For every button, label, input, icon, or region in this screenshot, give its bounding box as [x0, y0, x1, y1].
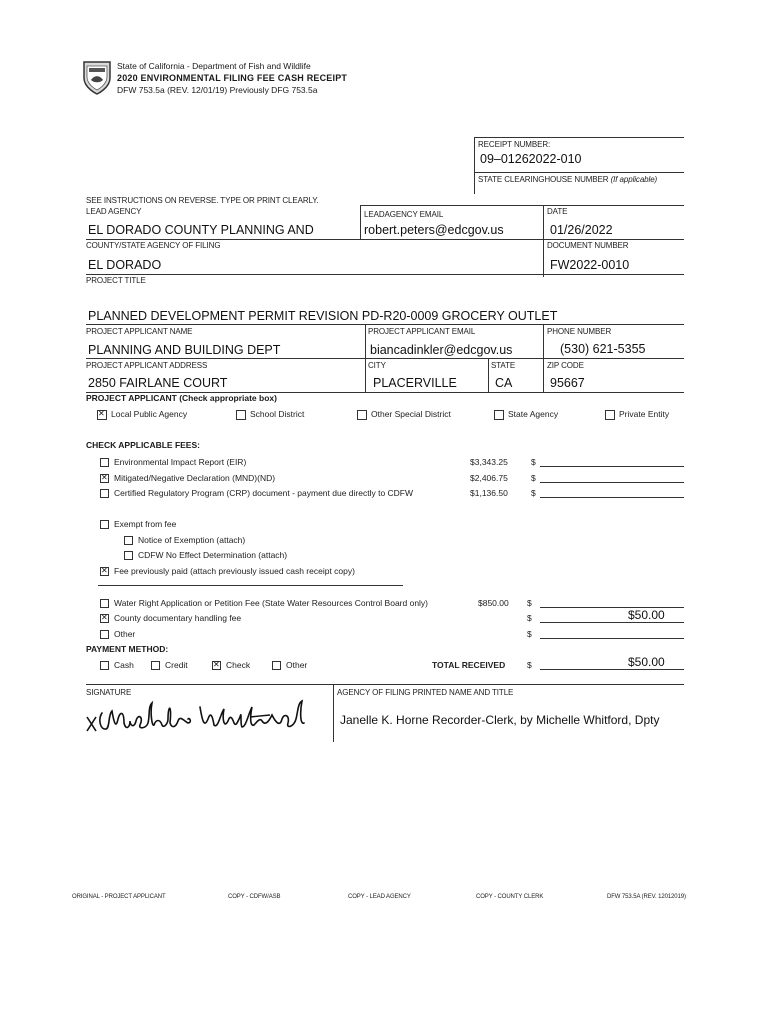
agency-name-label: AGENCY OF FILING PRINTED NAME AND TITLE [337, 688, 514, 697]
project-title-label: PROJECT TITLE [86, 276, 146, 285]
school-district-checkbox[interactable] [236, 410, 246, 420]
row2-bottom-line [86, 274, 684, 275]
total-received: $50.00 [628, 655, 665, 669]
county-fee-dollar: $ [527, 613, 532, 623]
project-title: PLANNED DEVELOPMENT PERMIT REVISION PD-R20-0009 GROCERY OUTLET [88, 309, 558, 323]
mnd-checkbox[interactable] [100, 474, 109, 483]
water-right-checkbox[interactable] [100, 599, 109, 608]
private-entity-label: Private Entity [619, 409, 670, 419]
eir-checkbox[interactable] [100, 458, 109, 467]
fees-divider [98, 585, 403, 586]
county-fee-label: County documentary handling fee [114, 613, 242, 623]
school-district-label: School District [250, 409, 305, 419]
credit-checkbox[interactable] [151, 661, 160, 670]
address: 2850 FAIRLANE COURT [88, 376, 228, 390]
applicant-email-label: PROJECT APPLICANT EMAIL [368, 327, 476, 336]
lead-agency-email-label: LEADAGENCY EMAIL [364, 210, 444, 219]
prev-paid-label: Fee previously paid (attach previously issued cash receipt copy) [114, 566, 355, 576]
check-checkbox[interactable] [212, 661, 221, 670]
water-right-amount: $850.00 [478, 598, 509, 608]
other-payment-checkbox[interactable] [272, 661, 281, 670]
footer-copy-cdfw: COPY - CDFW/ASB [228, 894, 281, 900]
document-number: FW2022-0010 [550, 258, 630, 272]
exempt-checkbox[interactable] [100, 520, 109, 529]
water-right-label: Water Right Application or Petition Fee (State Water Resources Control Board only) [114, 598, 429, 608]
total-dollar: $ [527, 660, 532, 670]
clearinghouse-label: STATE CLEARINGHOUSE NUMBER (If applicable) [478, 175, 658, 184]
receipt-mid-line [474, 172, 684, 173]
crp-paid-line[interactable] [540, 497, 684, 498]
agency-printed-name: Janelle K. Horne Recorder-Clerk, by Michelle Whitford, Dpty [340, 713, 660, 727]
state-label: STATE [491, 361, 516, 370]
row1-bottom-line [86, 239, 684, 240]
applicant-name-label: PROJECT APPLICANT NAME [86, 327, 193, 336]
footer-copy-lead: COPY - LEAD AGENCY [348, 894, 411, 900]
state-agency-checkbox[interactable] [494, 410, 504, 420]
noe-label: Notice of Exemption (attach) [138, 535, 246, 545]
row1-div-a [360, 205, 361, 240]
noe-checkbox[interactable] [124, 536, 133, 545]
date: 01/26/2022 [550, 223, 613, 237]
cash-label: Cash [114, 660, 134, 670]
private-entity-checkbox[interactable] [605, 410, 615, 420]
cdfw-seal-logo [82, 60, 112, 96]
receipt-number: 09–01262022-010 [480, 152, 582, 166]
fees-heading: CHECK APPLICABLE FEES: [86, 440, 200, 450]
total-line[interactable] [540, 669, 684, 670]
row1-div-b [543, 205, 544, 277]
exempt-label: Exempt from fee [114, 519, 177, 529]
address-label: PROJECT APPLICANT ADDRESS [86, 361, 208, 370]
zip-label: ZIP CODE [547, 361, 584, 370]
county-fee-paid-line[interactable] [540, 622, 684, 623]
receipt-box-top [474, 137, 684, 138]
cash-checkbox[interactable] [100, 661, 109, 670]
total-received-label: TOTAL RECEIVED [432, 660, 506, 670]
crp-label: Certified Regulatory Program (CRP) document - payment due directly to CDFW [114, 488, 414, 498]
footer-original: ORIGINAL - PROJECT APPLICANT [72, 894, 166, 900]
credit-label: Credit [165, 660, 188, 670]
footer-copy-county: COPY - COUNTY CLERK [476, 894, 544, 900]
instructions: SEE INSTRUCTIONS ON REVERSE. TYPE OR PRINT CLEARLY. [86, 196, 319, 205]
receipt-number-label: RECEIPT NUMBER: [478, 140, 551, 149]
eir-amount: $3,343.25 [470, 457, 508, 467]
form-revision: DFW 753.5a (REV. 12/01/19) Previously DFG 753.5a [117, 85, 318, 95]
cdfw-no-effect-checkbox[interactable] [124, 551, 133, 560]
zip: 95667 [550, 376, 585, 390]
lead-agency: EL DORADO COUNTY PLANNING AND [88, 223, 314, 237]
payment-heading: PAYMENT METHOD: [86, 644, 169, 654]
handwritten-signature [84, 697, 324, 737]
crp-dollar: $ [531, 488, 536, 498]
footer-form-number: DFW 753.5A (REV. 12012019) [607, 894, 686, 900]
applicant-email: biancadinkler@edcgov.us [370, 343, 513, 357]
county-fee-paid: $50.00 [628, 608, 665, 622]
other-fee-dollar: $ [527, 629, 532, 639]
other-fee-label: Other [114, 629, 136, 639]
city-label: CITY [368, 361, 386, 370]
mnd-paid-line[interactable] [540, 482, 684, 483]
applicant-type-heading: PROJECT APPLICANT (Check appropriate box) [86, 393, 277, 403]
signature-top-line [86, 684, 684, 685]
clearinghouse-note: (If applicable) [610, 175, 658, 184]
state-agency-label: State Agency [508, 409, 559, 419]
water-right-dollar: $ [527, 598, 532, 608]
agency-line: State of California - Department of Fish and Wildlife [117, 61, 311, 71]
row5-div-a [488, 358, 489, 392]
check-label: Check [226, 660, 251, 670]
signature-label: SIGNATURE [86, 688, 132, 697]
date-label: DATE [547, 207, 568, 216]
other-fee-paid-line[interactable] [540, 638, 684, 639]
cdfw-no-effect-label: CDFW No Effect Determination (attach) [138, 550, 288, 560]
lead-agency-email: robert.peters@edcgov.us [364, 223, 504, 237]
row3-bottom-line [86, 324, 684, 325]
phone: (530) 621-5355 [560, 342, 646, 356]
county-label: COUNTY/STATE AGENCY OF FILING [86, 241, 221, 250]
signature-div [333, 684, 334, 742]
local-public-agency-checkbox[interactable] [97, 410, 107, 420]
phone-label: PHONE NUMBER [547, 327, 612, 336]
city: PLACERVILLE [373, 376, 457, 390]
eir-label: Environmental Impact Report (EIR) [114, 457, 247, 467]
other-payment-label: Other [286, 660, 308, 670]
form-title: 2020 ENVIRONMENTAL FILING FEE CASH RECEIPT [117, 73, 348, 83]
row1-top-line [360, 205, 684, 206]
other-special-district-checkbox[interactable] [357, 410, 367, 420]
mnd-amount: $2,406.75 [470, 473, 508, 483]
local-public-agency-label: Local Public Agency [111, 409, 188, 419]
county-fee-checkbox[interactable] [100, 614, 109, 623]
crp-checkbox[interactable] [100, 489, 109, 498]
state: CA [495, 376, 513, 390]
row4-bottom-line [86, 358, 684, 359]
other-fee-checkbox[interactable] [100, 630, 109, 639]
county: EL DORADO [88, 258, 162, 272]
eir-paid-line[interactable] [540, 466, 684, 467]
prev-paid-checkbox[interactable] [100, 567, 109, 576]
eir-dollar: $ [531, 457, 536, 467]
receipt-box-left [474, 137, 475, 194]
mnd-label: Mitigated/Negative Declaration (MND)(ND) [114, 473, 276, 483]
crp-amount: $1,136.50 [470, 488, 508, 498]
document-number-label: DOCUMENT NUMBER [547, 241, 629, 250]
applicant-name: PLANNING AND BUILDING DEPT [88, 343, 281, 357]
other-special-district-label: Other Special District [371, 409, 451, 419]
mnd-dollar: $ [531, 473, 536, 483]
lead-agency-label: LEAD AGENCY [86, 207, 142, 216]
